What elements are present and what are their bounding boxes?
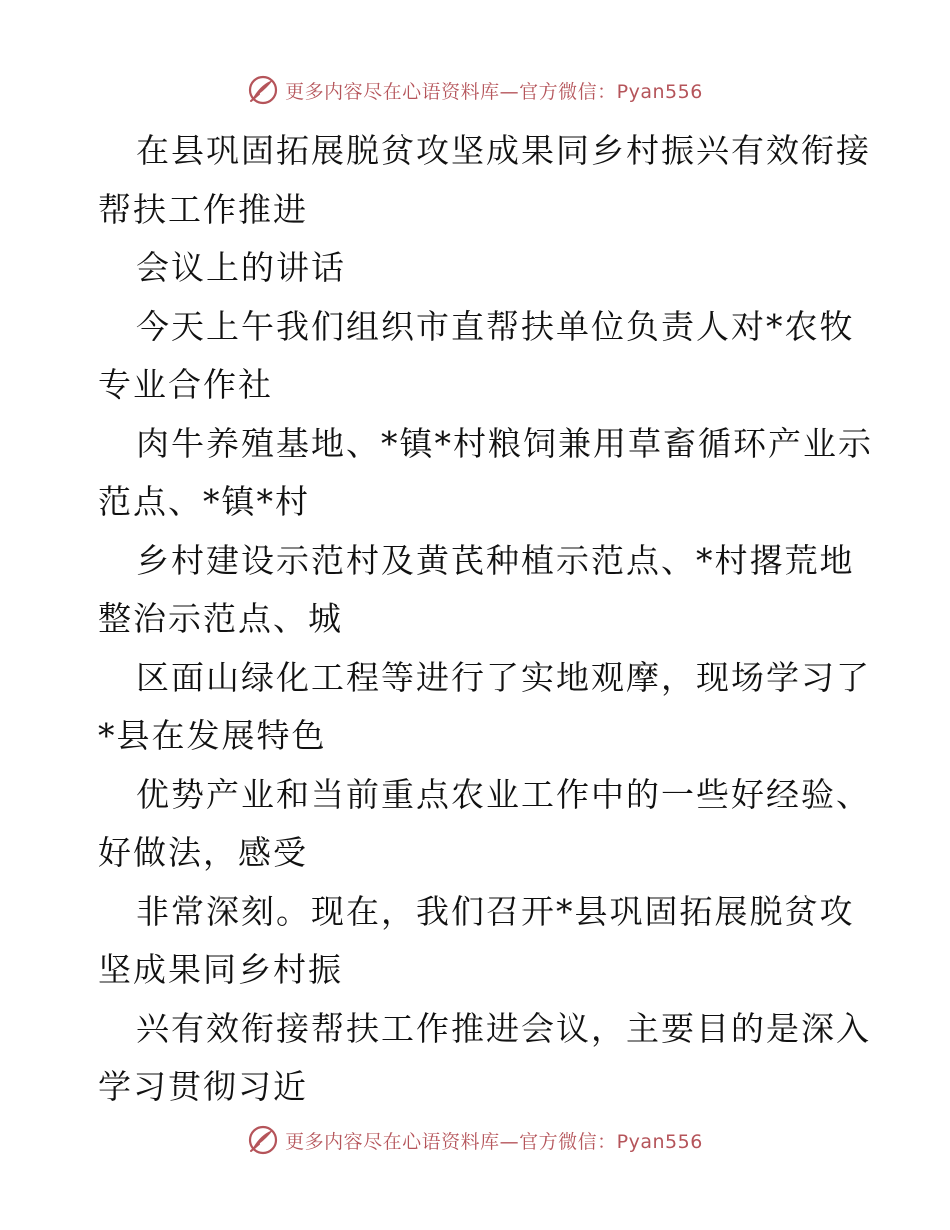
text-line: 学习贯彻习近 bbox=[98, 1067, 308, 1106]
footer-banner bbox=[0, 1120, 950, 1160]
text-line: 帮扶工作推进 bbox=[98, 189, 308, 229]
text-line: 今天上午我们组织市直帮扶单位负责人对*农牧 bbox=[136, 306, 855, 346]
text-line: 乡村建设示范村及黄芪种植示范点、*村撂荒地 bbox=[136, 540, 855, 580]
text-line: 坚成果同乡村振 bbox=[98, 950, 343, 989]
text-line: 范点、*镇*村 bbox=[98, 482, 310, 521]
text-line: 区面山绿化工程等进行了实地观摩，现场学习了 bbox=[136, 657, 871, 697]
banner-text: 更多内容尽在心语资料库—官方微信：Pyan556 bbox=[285, 1130, 703, 1153]
text-line: 好做法，感受 bbox=[98, 833, 308, 872]
text-line: 非常深刻。现在，我们召开*县巩固拓展脱贫攻 bbox=[136, 891, 855, 931]
text-line: 整治示范点、城 bbox=[98, 599, 343, 638]
header-banner bbox=[0, 70, 950, 110]
text-line: 兴有效衔接帮扶工作推进会议，主要目的是深入 bbox=[136, 1008, 871, 1048]
feather-pen-logo-icon bbox=[247, 74, 279, 106]
text-line: 在县巩固拓展脱贫攻坚成果同乡村振兴有效衔接 bbox=[136, 131, 871, 170]
text-line: *县在发展特色 bbox=[98, 716, 327, 755]
text-line: 会议上的讲话 bbox=[136, 248, 346, 287]
document-body bbox=[98, 122, 873, 1117]
text-line: 肉牛养殖基地、*镇*村粮饲兼用草畜循环产业示 bbox=[136, 423, 873, 463]
text-line: 优势产业和当前重点农业工作中的一些好经验、 bbox=[136, 774, 871, 814]
banner-text: 更多内容尽在心语资料库—官方微信：Pyan556 bbox=[285, 80, 703, 103]
feather-pen-logo-icon bbox=[247, 1124, 279, 1156]
text-line: 专业合作社 bbox=[98, 365, 273, 404]
